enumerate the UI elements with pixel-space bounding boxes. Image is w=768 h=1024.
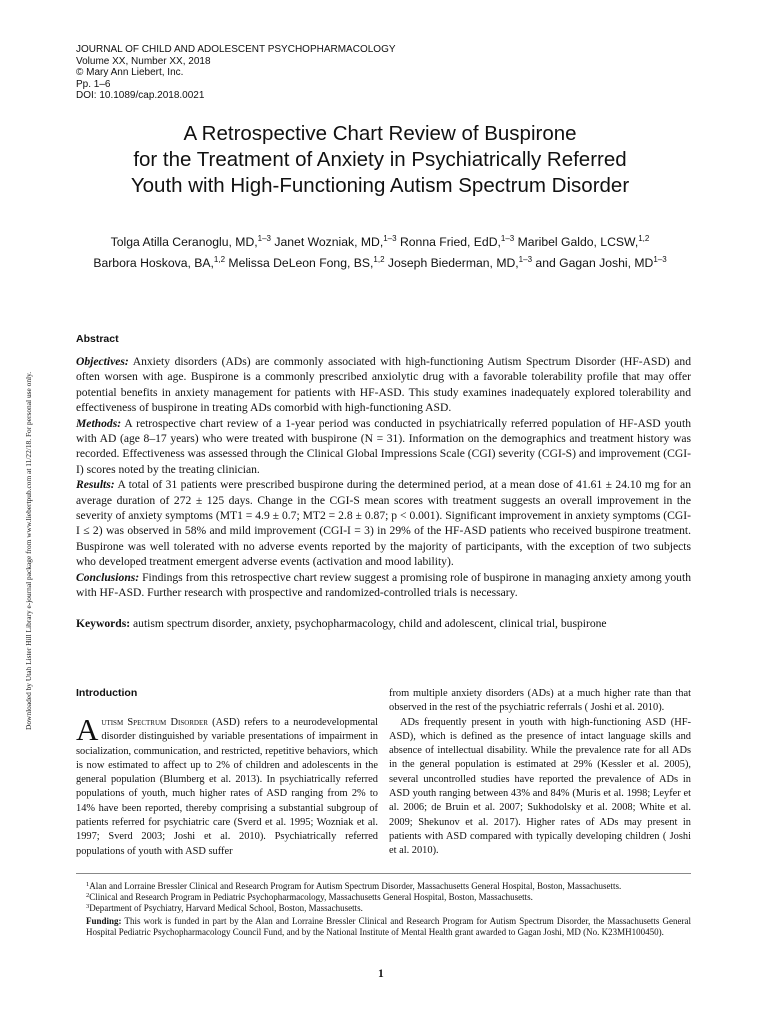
abstract-heading: Abstract [76, 333, 119, 345]
footnotes [86, 881, 691, 938]
author: Tolga Atilla Ceranoglu, MD,$^{1-3}$ [110, 234, 271, 249]
conclusions-label: Conclusions: [76, 570, 140, 584]
abstract-results [76, 477, 691, 569]
author-line-2 [70, 253, 690, 274]
methods-label: Methods: [76, 416, 122, 430]
funding-label: Funding: [86, 915, 122, 926]
author: and Gagan Joshi, MD$^{1-3}$ [535, 255, 667, 270]
author: Barbora Hoskova, BA,$^{1,2}$ [93, 255, 226, 270]
volume-info: Volume XX, Number XX, 2018 [76, 55, 211, 67]
author-list [70, 232, 690, 274]
results-text: A total of 31 patients were prescribed buspirone during the determined period, at a mean dose of 41.61 ± 24.10 mg for an average duration of 272 ± 125 days. Change in the CGI-S mean scores with treatment suggests an overall improvement in the severity of anxiety symptoms (MT1 = 4.9 ± 0.7; MT2 = 2.8 ± 0.87; p < 0.001). Significant improvement in anxiety symptoms (CGI-I ≤ 2) was observed in 58% and mild improvement (CGI-I = 3) in 29% of the HF-ASD patients who received buspirone treatment. Buspirone was well tolerated with no adverse events reported by the majority of participants, with the exception of two subjects who developed treatment emergent adverse events (activation and mood lability). [76, 478, 692, 569]
keywords-label: Keywords: [76, 617, 131, 630]
objectives-label: Objectives: [76, 355, 129, 368]
funding-note: Funding: This work is funded in part by the Alan and Lorraine Bressler Clinical and Research Program for Autism Spectrum Disorder, the Massachusetts General Hospital Pediatric Psychopharmacology Council Fund, and by the National Institute of Mental Health grant awarded to Gagan Joshi, MD (No. K23MH100450). [86, 915, 691, 937]
abstract-objectives [76, 354, 691, 416]
author: Melissa DeLeon Fong, BS,$^{1,2}$ [228, 255, 385, 270]
right-column [389, 687, 691, 859]
download-notice-text: Downloaded by Utah Lister Hill Library e-journal package from www.liebertpub.com at 11/22/18. For personal use only. [24, 371, 33, 730]
conclusions-text: Findings from this retrospective chart review suggest a promising role of buspirone in managing anxiety among youth with HF-ASD. Further research with prospective and randomized-controlled trials is necessary. [76, 570, 691, 600]
page-range: Pp. 1–6 [76, 78, 111, 90]
footnote-2: $^2$Clinical and Research Program in Pediatric Psychopharmacology, Massachusetts General Hospital, Boston, Massachusetts. [86, 892, 533, 903]
download-notice [18, 300, 33, 730]
drop-cap: A [76, 712, 99, 747]
intro-paragraph-1: Autism Spectrum Disorder (ASD) refers to a neurodevelopmental disorder distinguished by variable presentations of impairment in socialization, communication, and restricted, repetitive behaviors, which is now estimated to affect up to 2% of children and adolescents in the general population (Blumberg et al. 2013). In psychiatrically referred populations of youth, much higher rates of ASD ranging from 2% to 14% have been reported, thereby comprising a substantial subgroup of patients referred for psychiatric care (Sverd et al. 1995; Wozniak et al. 1997; Sverd 2003; Joshi et al. 2010). Psychiatrically referred populations of youth with ASD suffer [76, 712, 378, 857]
objectives-text: Anxiety disorders (ADs) are commonly associated with high-functioning Autism Spectrum Disorder (HF-ASD) and often worsen with age. Buspirone is a commonly prescribed anxiolytic drug with a favorable tolerability profile that may offer potential benefits in anxiety management for patients with HF-ASD. This study examines inadequately explored tolerability and effectiveness of buspirone in treating ADs comorbid with high-functioning ASD. [76, 355, 691, 415]
author: Ronna Fried, EdD,$^{1-3}$ [399, 234, 515, 249]
abstract-methods [76, 416, 691, 478]
left-column [76, 712, 378, 859]
title-line-3: Youth with High-Functioning Autism Spectrum Disorder [130, 174, 630, 197]
abstract [76, 333, 691, 601]
author: Janet Wozniak, MD,$^{1-3}$ [274, 234, 397, 249]
author: Joseph Biederman, MD,$^{1-3}$ [387, 255, 533, 270]
title-line-1: A Retrospective Chart Review of Buspirone [183, 122, 577, 145]
methods-text: A retrospective chart review of a 1-year period was conducted in psychiatrically referred population of HF-ASD youth with AD (age 8–17 years) who were treated with buspirone (N = 31). Information on the demographics and treatment history was recorded. Effectiveness was assessed through the Clinical Global Impressions Scale (CGI) severity (CGI-S) and improvement (CGI-I) scores noted by the treating clinician. [76, 416, 691, 476]
title-line-2: for the Treatment of Anxiety in Psychiatrically Referred [133, 148, 627, 171]
footnote-3: $^3$Department of Psychiatry, Harvard Medical School, Boston, Massachusetts. [86, 903, 363, 914]
footnote-1: $^1$Alan and Lorraine Bressler Clinical and Research Program for Autism Spectrum Disorder, Massachusetts General Hospital, Boston, Massachusetts. [86, 881, 622, 891]
copyright: © Mary Ann Liebert, Inc. [76, 67, 184, 79]
keywords [76, 616, 691, 631]
intro-paragraph-continued: from multiple anxiety disorders (ADs) at a much higher rate than that observed in the rest of the psychiatric referrals ( Joshi et al. 2010). [389, 688, 691, 714]
author-line-1 [70, 232, 690, 253]
journal-header [76, 44, 396, 102]
smallcaps-lead: utism Spectrum Disorder [101, 717, 208, 728]
doi: DOI: 10.1089/cap.2018.0021 [76, 90, 205, 102]
article-title [70, 121, 690, 199]
abstract-conclusions [76, 570, 691, 601]
intro-paragraph-2: ADs frequently present in youth with high-functioning ASD (HF-ASD), which is defined as the presence of intact language skills and absence of intellectual disability. While the prevalence rate for all ADs in the general population is estimated at 29% (Kessler et al. 2005), several uncontrolled studies have reported the prevalence of ADs in ASD youth ranging between 43% and 84% (Muris et al. 1998; Leyfer et al. 2006; de Bruin et al. 2007; Sukhodolsky et al. 2008; White et al. 2009; Shekunov et al. 2017). Higher rates of ADs may present in patients with ASD compared with typically developing children ( Joshi et al. 2010). [389, 716, 691, 857]
journal-name: JOURNAL OF CHILD AND ADOLESCENT PSYCHOPHARMACOLOGY [76, 44, 396, 55]
footnote-divider [76, 873, 691, 874]
author: Maribel Galdo, LCSW,$^{1,2}$ [517, 234, 650, 249]
page-number: 1 [378, 968, 384, 980]
introduction-heading: Introduction [76, 687, 138, 699]
results-label: Results: [76, 478, 115, 492]
keywords-text: autism spectrum disorder, anxiety, psychopharmacology, child and adolescent, clinical trial, buspirone [133, 617, 607, 630]
